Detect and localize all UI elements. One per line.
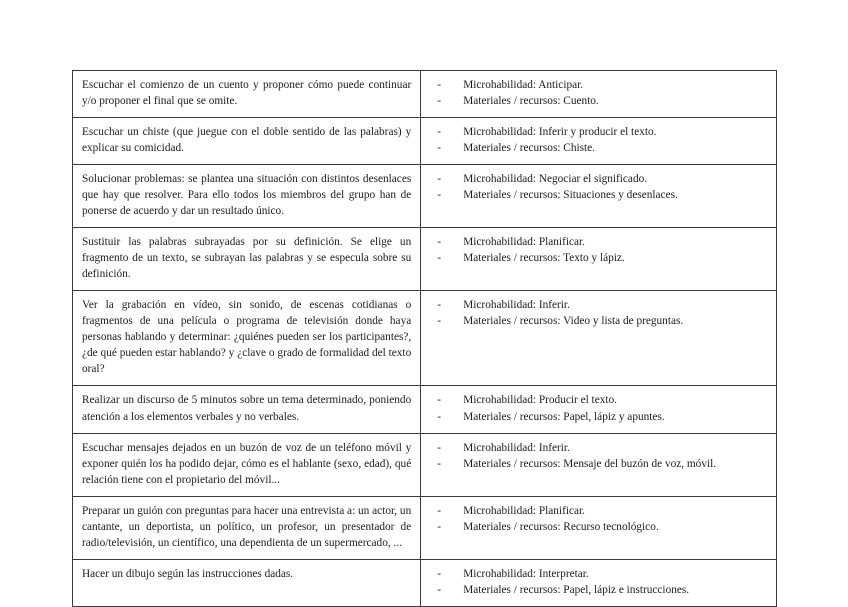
- bullet-dash: -: [437, 457, 441, 470]
- detail-item: [437, 582, 766, 598]
- bullet-dash: -: [437, 504, 441, 517]
- detail-item: [437, 234, 766, 250]
- activity-text: Sustituir las palabras subrayadas por su definición. Se elige un fragmento de un texto, se subrayan las palabras y se especula sobre su definición.: [82, 236, 412, 281]
- detail-text: Microhabilidad: Inferir.: [463, 299, 570, 312]
- details-cell: [421, 228, 777, 291]
- activity-text: Escuchar un chiste (que juegue con el doble sentido de las palabras) y explicar su comicidad.: [82, 126, 412, 155]
- detail-item: [437, 409, 766, 425]
- activity-cell: [73, 71, 421, 118]
- table-row: [73, 71, 777, 118]
- bullet-dash: -: [437, 189, 441, 202]
- bullet-dash: -: [437, 126, 441, 139]
- detail-text: Microhabilidad: Planificar.: [463, 236, 585, 249]
- bullet-dash: -: [437, 173, 441, 186]
- bullet-dash: -: [437, 79, 441, 91]
- bullet-dash: -: [437, 583, 441, 596]
- bullet-dash: -: [437, 520, 441, 533]
- activity-cell: [73, 165, 421, 228]
- detail-text: Materiales / recursos: Recurso tecnológico.: [463, 520, 659, 533]
- bullet-dash: -: [437, 142, 441, 155]
- details-cell: [421, 118, 777, 165]
- table-row: [73, 228, 777, 291]
- table-row: [73, 496, 777, 559]
- detail-item: [437, 456, 766, 472]
- detail-item: [437, 93, 766, 109]
- activity-text: Realizar un discurso de 5 minutos sobre un tema determinado, poniendo atención a los elementos verbales y no verbales.: [82, 394, 412, 423]
- bullet-dash: -: [437, 410, 441, 423]
- activity-text: Ver la grabación en vídeo, sin sonido, de escenas cotidianas o fragmentos de una película o programa de televisión donde haya personas hablando y determinar: ¿quiénes pueden ser los participantes?, ¿de qué pueden estar hablando? y ¿clave o grado de formalidad del texto oral?: [82, 299, 412, 376]
- detail-item: [437, 519, 766, 535]
- bullet-dash: -: [437, 299, 441, 312]
- detail-text: Microhabilidad: Producir el texto.: [463, 394, 617, 407]
- activity-cell: [73, 386, 421, 433]
- activity-text: Solucionar problemas: se plantea una situación con distintos desenlaces que hay que resolver. Para ello todos los miembros del grupo han de ponerse de acuerdo y dar un resultado único.: [82, 173, 412, 218]
- detail-item: [437, 392, 766, 408]
- detail-text: Microhabilidad: Inferir y producir el texto.: [463, 126, 657, 139]
- table-row: [73, 291, 777, 386]
- detail-item: [437, 187, 766, 203]
- details-cell: [421, 291, 777, 386]
- activity-text: Escuchar el comienzo de un cuento y proponer cómo puede continuar y/o proponer el final que se omite.: [82, 79, 412, 108]
- table-row: [73, 559, 777, 606]
- activity-text: Hacer un dibujo según las instrucciones dadas.: [82, 567, 294, 580]
- bullet-dash: -: [437, 252, 441, 265]
- activity-cell: [73, 433, 421, 496]
- detail-text: Materiales / recursos: Texto y lápiz.: [463, 252, 625, 265]
- detail-text: Microhabilidad: Anticipar.: [463, 79, 584, 91]
- detail-text: Materiales / recursos: Papel, lápiz y apuntes.: [463, 410, 665, 423]
- detail-text: Microhabilidad: Negociar el significado.: [463, 173, 648, 186]
- details-cell: [421, 433, 777, 496]
- detail-text: Microhabilidad: Planificar.: [463, 504, 585, 517]
- detail-item: [437, 297, 766, 313]
- detail-text: Microhabilidad: Interpretar.: [463, 567, 589, 580]
- table-row: [73, 165, 777, 228]
- detail-text: Materiales / recursos: Situaciones y desenlaces.: [463, 189, 678, 202]
- bullet-dash: -: [437, 441, 441, 454]
- details-cell: [421, 71, 777, 118]
- details-cell: [421, 386, 777, 433]
- detail-text: Materiales / recursos: Mensaje del buzón de voz, móvil.: [463, 457, 717, 470]
- details-cell: [421, 165, 777, 228]
- details-cell: [421, 496, 777, 559]
- detail-text: Materiales / recursos: Papel, lápiz e instrucciones.: [463, 583, 690, 596]
- detail-item: [437, 503, 766, 519]
- detail-item: [437, 124, 766, 140]
- detail-item: [437, 250, 766, 266]
- detail-item: [437, 566, 766, 582]
- table-row: [73, 118, 777, 165]
- detail-text: Microhabilidad: Inferir.: [463, 441, 570, 454]
- details-cell: [421, 559, 777, 606]
- table-row: [73, 433, 777, 496]
- detail-text: Materiales / recursos: Chiste.: [463, 142, 595, 155]
- activities-table-body: [73, 71, 777, 607]
- detail-item: [437, 440, 766, 456]
- bullet-dash: -: [437, 95, 441, 108]
- detail-text: Materiales / recursos: Video y lista de preguntas.: [463, 315, 684, 328]
- bullet-dash: -: [437, 315, 441, 328]
- bullet-dash: -: [437, 567, 441, 580]
- detail-item: [437, 171, 766, 187]
- activity-cell: [73, 228, 421, 291]
- detail-item: [437, 313, 766, 329]
- activities-table: [72, 70, 777, 607]
- activity-cell: [73, 496, 421, 559]
- activity-text: Preparar un guión con preguntas para hacer una entrevista a: un actor, un cantante, un deportista, un político, un profesor, un presentador de radio/televisión, un científico, una dependienta de un supermercado, ...: [82, 504, 412, 549]
- detail-item: [437, 140, 766, 156]
- activity-text: Escuchar mensajes dejados en un buzón de voz de un teléfono móvil y exponer quién los ha podido dejar, cómo es el hablante (sexo, edad), qué relación tiene con el propietario del móvil...: [82, 441, 412, 486]
- detail-item: [437, 77, 766, 93]
- bullet-dash: -: [437, 394, 441, 407]
- activity-cell: [73, 559, 421, 606]
- activity-cell: [73, 291, 421, 386]
- table-row: [73, 386, 777, 433]
- detail-text: Materiales / recursos: Cuento.: [463, 95, 599, 108]
- bullet-dash: -: [437, 236, 441, 249]
- activity-cell: [73, 118, 421, 165]
